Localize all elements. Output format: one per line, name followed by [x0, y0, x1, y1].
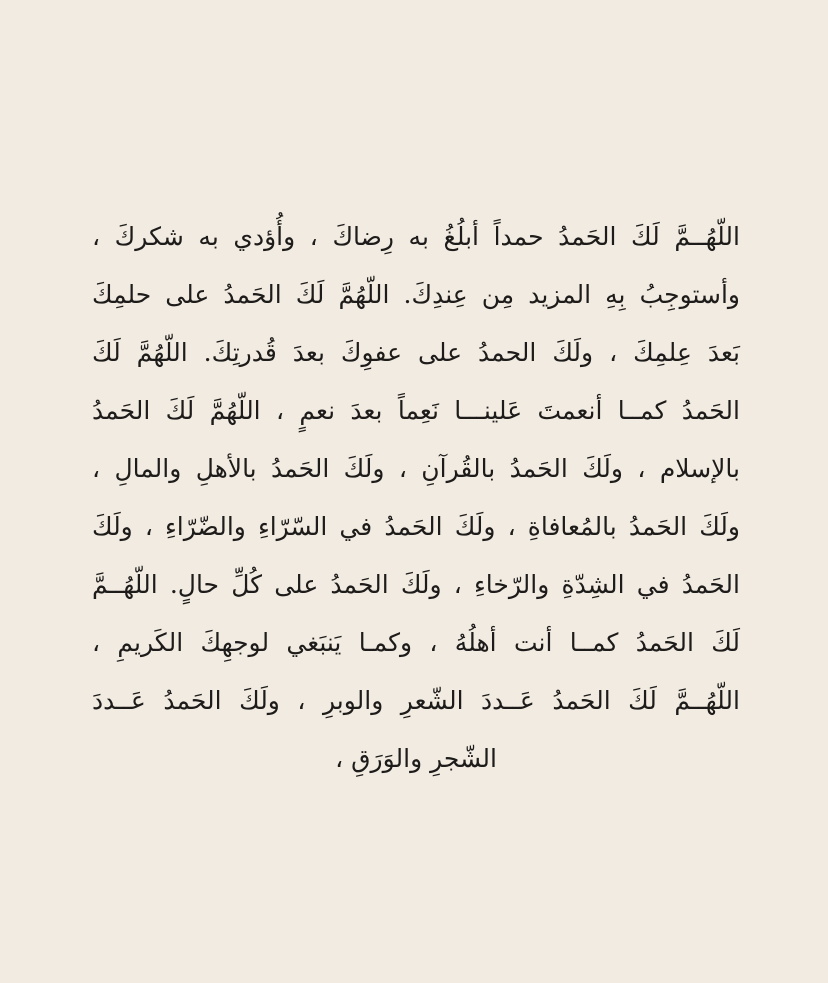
text-line: اللّهُــمَّ لَكَ الحَمدُ عَــددَ الشّعرِ والوبرِ ، ولَكَ الحَمدُ عَــددَ — [92, 686, 740, 715]
dua-text-block — [92, 208, 740, 788]
text-line: اللّهُــمَّ لَكَ الحَمدُ حمداً أبلُغُ به رِضاكَ ، وأُؤدي به شكركَ ، — [92, 222, 740, 251]
text-line: بَعدَ عِلمِكَ ، ولَكَ الحمدُ على عفوِكَ بعدَ قُدرتِكَ. اللّهُمَّ لَكَ — [92, 338, 740, 367]
text-line-last: الشّجرِ والوَرَقِ ، — [335, 744, 497, 773]
text-line: الحَمدُ في الشِدّةِ والرّخاءِ ، ولَكَ الحَمدُ على كُلِّ حالٍ. اللّهُــمَّ — [92, 570, 740, 599]
text-line: وأستوجِبُ بِهِ المزيد مِن عِندِكَ. اللّهُمَّ لَكَ الحَمدُ على حلمِكَ — [92, 280, 740, 309]
text-line: لَكَ الحَمدُ كمــا أنت أهلُهُ ، وكمـا يَنبَغي لوجهِكَ الكَريمِ ، — [92, 628, 740, 657]
text-line: الحَمدُ كمــا أنعمتَ عَلينـــا نَعِماً بعدَ نعمٍ ، اللّهُمَّ لَكَ الحَمدُ — [92, 396, 740, 425]
text-line: ولَكَ الحَمدُ بالمُعافاةِ ، ولَكَ الحَمدُ في السّرّاءِ والضّرّاءِ ، ولَكَ — [92, 512, 740, 541]
text-line: بالإسلام ، ولَكَ الحَمدُ بالقُرآنِ ، ولَكَ الحَمدُ بالأهلِ والمالِ ، — [92, 454, 740, 483]
